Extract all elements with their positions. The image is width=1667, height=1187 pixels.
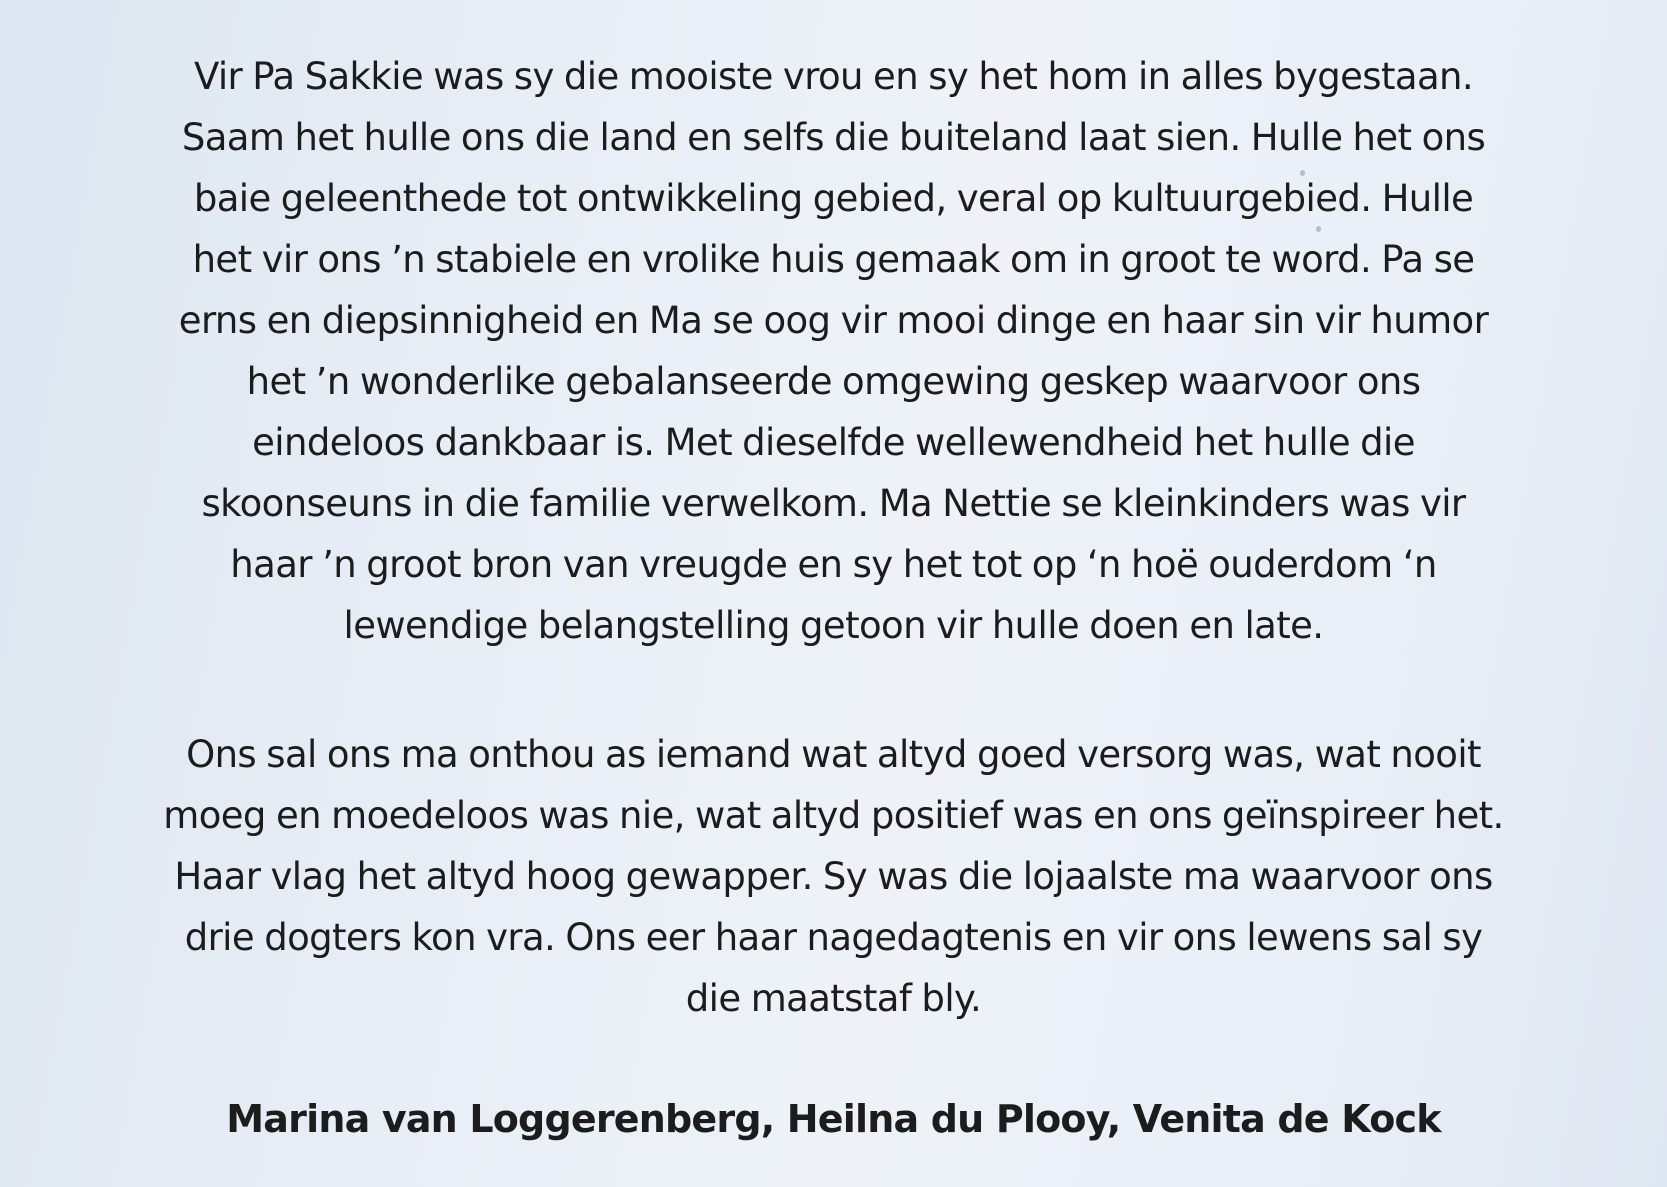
scan-speck [1316, 226, 1321, 232]
text-line: erns en diepsinnigheid en Ma se oog vir mooi dinge en haar sin vir humor [178, 299, 1489, 342]
text-line: haar ’n groot bron van vreugde en sy het tot op ‘n hoë ouderdom ‘n [230, 543, 1437, 586]
paragraph-memory [40, 724, 1627, 1029]
text-line: het vir ons ’n stabiele en vrolike huis gemaak om in groot te word. Pa se [192, 238, 1475, 281]
text-line: Ons sal ons ma onthou as iemand wat altyd goed versorg was, wat nooit [186, 733, 1481, 776]
text-line: Saam het hulle ons die land en selfs die buiteland laat sien. Hulle het ons [181, 116, 1486, 159]
text-line: baie geleenthede tot ontwikkeling gebied, veral op kultuurgebied. Hulle [193, 177, 1474, 220]
text-line: Vir Pa Sakkie was sy die mooiste vrou en sy het hom in alles bygestaan. [193, 55, 1474, 98]
text-line: drie dogters kon vra. Ons eer haar nagedagtenis en vir ons lewens sal sy [184, 916, 1483, 959]
scan-speck [1300, 170, 1305, 176]
text-line: het ’n wonderlike gebalanseerde omgewing geskep waarvoor ons [246, 360, 1421, 403]
text-line: die maatstaf bly. [685, 977, 982, 1020]
paragraph-tribute [40, 46, 1627, 656]
text-line: skoonseuns in die familie verwelkom. Ma Nettie se kleinkinders was vir [201, 482, 1466, 525]
text-line: eindeloos dankbaar is. Met dieselfde wellewendheid het hulle die [252, 421, 1415, 464]
text-line: Haar vlag het altyd hoog gewapper. Sy was die lojaalste ma waarvoor ons [174, 855, 1493, 898]
text-line: lewendige belangstelling getoon vir hulle doen en late. [343, 604, 1324, 647]
text-line: moeg en moedeloos was nie, wat altyd positief was en ons geïnspireer het. [163, 794, 1504, 837]
signature-names: Marina van Loggerenberg, Heilna du Plooy, Venita de Kock [226, 1097, 1441, 1141]
